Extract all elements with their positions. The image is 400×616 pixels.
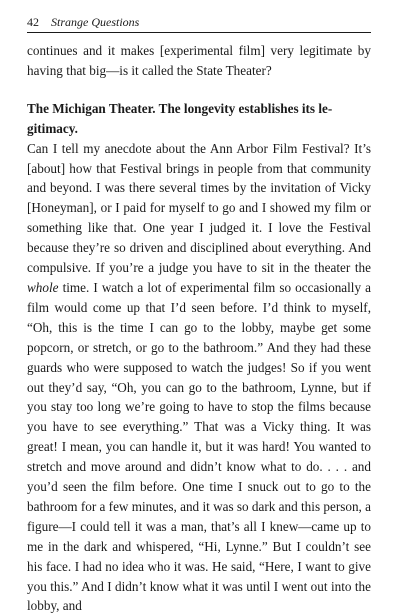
continued-paragraph: continues and it makes [experimental film] very legitimate by having that big—is it called the State Theater? (27, 43, 371, 78)
interview-answer (27, 139, 371, 616)
answer-text-part-1: Can I tell my anecdote about the Ann Arbor Film Festival? It’s [about] how that Festival brings in people from that community and beyond. I was there several times by the invitation of Vicky [Honeyman], or I paid for myself to go and I showed my film or something like that. One year I judged it. I love the Festival because they’re so driven and disciplined about everything. And compulsive. If you’re a judge you have to sit in the theater the (27, 140, 371, 276)
running-head (27, 14, 371, 30)
page-number: 42 (27, 15, 39, 29)
interview-question: The Michigan Theater. The longevity establishes its legitimacy. (27, 100, 333, 136)
book-title: Strange Questions (51, 15, 140, 29)
header-rule (27, 32, 371, 33)
book-page (27, 14, 371, 616)
emphasized-word: whole (27, 279, 59, 295)
answer-text-part-2: time. I watch a lot of experimental film so occasionally a film would come up that I’d seen before. I’d think to myself, “Oh, this is the time I can go to the lobby, maybe get some popcorn, or stretch, or go to the bathroom.” And they had these guards who were supposed to watch the judges! So if you went out they’d say, “Oh, you can go to the bathroom, Lynne, but if you stay too long we’re going to have to stop the films because you have to see everything.” That was a Vicky thing. It was great! I mean, you can handle it, but it was hard! You wanted to stretch and move around and didn’t know what to do. . . . and you’d seen the film before. One time I snuck out to go to the bathroom for a few minutes, and it was so dark and this person, a figure—I could tell it was a man, that’s all I knew—came up to me in the dark and whispered, “Hi, Lynne.” But I couldn’t see his face. I had no idea who it was. He said, “Here, I want to give you this.” And I didn’t know what it was until I went out into the lobby, and (27, 279, 371, 614)
